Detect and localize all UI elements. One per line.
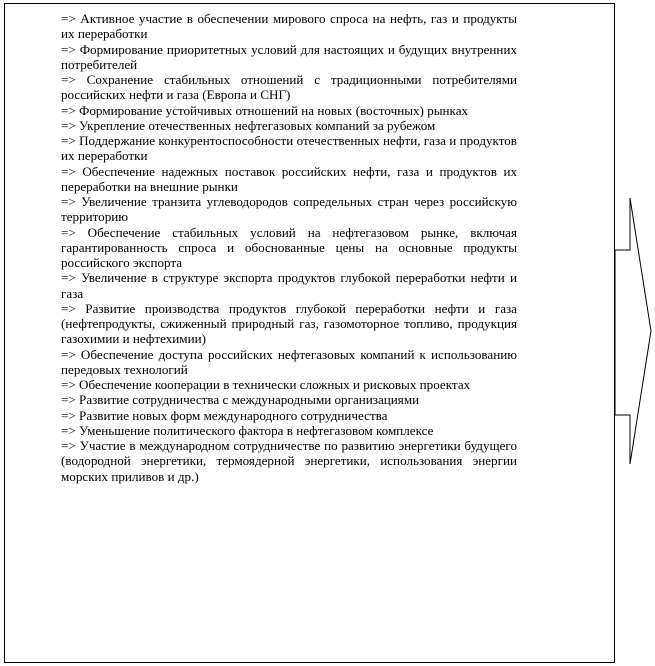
list-item: => Активное участие в обеспечении мирового спроса на нефть, газ и продукты их переработки: [61, 11, 517, 42]
list-item: => Обеспечение доступа российских нефтегазовых компаний к использованию передовых технологий: [61, 346, 517, 377]
list-item: => Формирование приоритетных условий для настоящих и будущих внутренних потребителей: [61, 41, 517, 72]
directions-list: [61, 11, 517, 484]
list-item: => Развитие новых форм международного сотрудничества: [61, 407, 388, 423]
list-item: => Развитие сотрудничества с международными организациями: [61, 392, 420, 408]
list-item: => Поддержание конкурентоспособности отечественных нефти, газа и продуктов их переработки: [61, 133, 517, 164]
list-item: => Участие в международном сотрудничестве по развитию энергетики будущего (водородной энергетики, термоядерной энергетики, использования энергии морских приливов и др.): [61, 438, 517, 484]
list-item: => Обеспечение стабильных условий на нефтегазовом рынке, включая гарантированность спроса и обоснованные цены на основные продукты российского экспорта: [61, 224, 517, 270]
list-item: => Увеличение в структуре экспорта продуктов глубокой переработки нефти и газа: [61, 270, 517, 301]
list-item: => Обеспечение надежных поставок российских нефти, газа и продуктов их переработки на внешние рынки: [61, 163, 517, 194]
text-frame: [4, 3, 615, 663]
list-item: => Увеличение транзита углеводородов сопредельных стран через российскую территорию: [61, 194, 517, 225]
right-arrow-icon: [610, 198, 655, 464]
list-item: => Формирование устойчивых отношений на новых (восточных) рынках: [61, 102, 469, 118]
list-item: => Развитие производства продуктов глубокой переработки нефти и газа (нефтепродукты, сжиженный природный газ, газомоторное топливо, продукция газохимии и нефтехимии): [61, 300, 517, 347]
list-item: => Обеспечение кооперации в технически сложных и рисковых проектах: [61, 377, 471, 392]
list-item: => Уменьшение политического фактора в нефтегазовом комплексе: [61, 422, 434, 438]
list-item: => Сохранение стабильных отношений с традиционными потребителями российских нефти и газа (Европа и СНГ): [61, 72, 517, 103]
list-item: => Укрепление отечественных нефтегазовых компаний за рубежом: [61, 117, 436, 133]
